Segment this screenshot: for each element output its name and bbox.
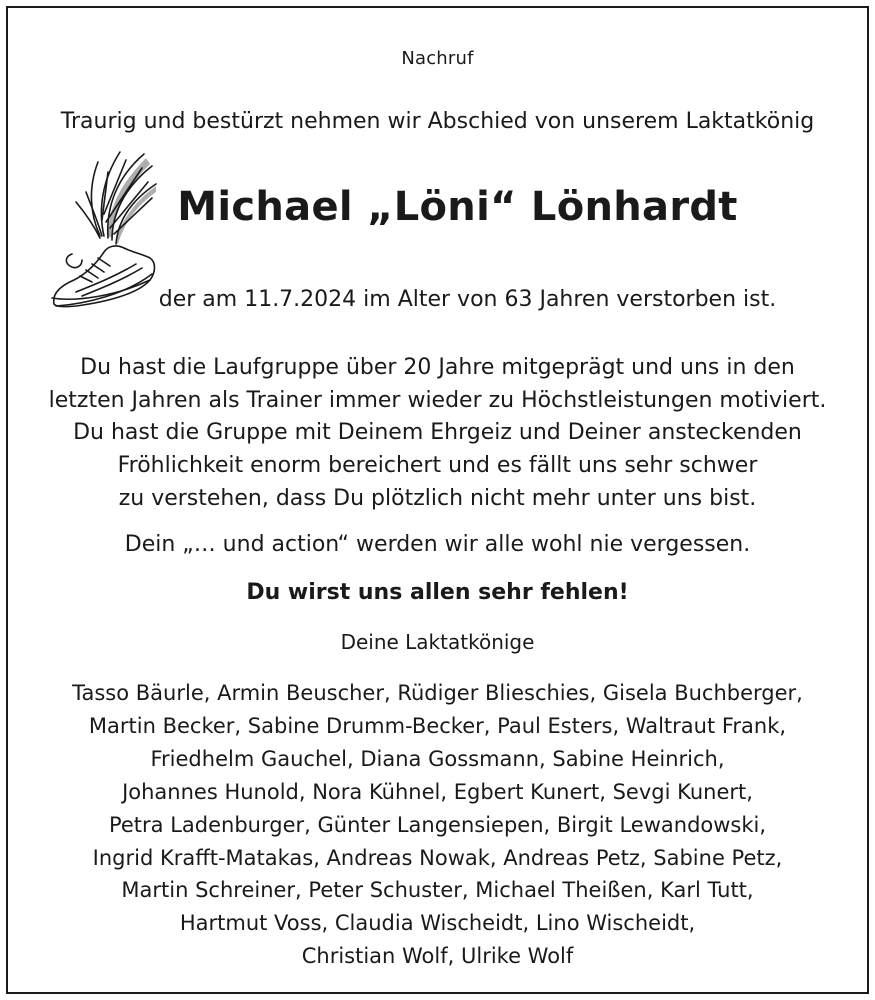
quote-line: Dein „… und action“ werden wir alle wohl nie vergessen. [124,532,751,557]
tribute-line: letzten Jahren als Trainer immer wieder zu Höchstleistungen motiviert. [48,387,827,413]
mourners-list [8,677,867,973]
notice-kicker: Nachruf [401,48,474,69]
tribute-line: Du hast die Laufgruppe über 20 Jahre mitgeprägt und uns in den [80,355,795,380]
mourners-line: Friedhelm Gauchel, Diana Gossmann, Sabine Heinrich, [150,746,725,771]
death-line: der am 11.7.2024 im Alter von 63 Jahren verstorben ist. [158,287,777,312]
mourners-line: Petra Ladenburger, Günter Langensiepen, Birgit Lewandowski, [108,812,767,837]
mourners-line: Christian Wolf, Ulrike Wolf [301,944,574,969]
mourners-line: Martin Becker, Sabine Drumm-Becker, Paul Esters, Waltraut Frank, [88,713,787,738]
tribute-line: zu verstehen, dass Du plötzlich nicht mehr unter uns bist. [118,485,757,511]
mourners-line: Tasso Bäurle, Armin Beuscher, Rüdiger Blieschies, Gisela Buchberger, [72,681,803,705]
mourners-line: Johannes Hunold, Nora Kühnel, Egbert Kunert, Sevgi Kunert, [122,779,753,804]
tribute-paragraph [8,352,867,516]
signature: Deine Laktatkönige [340,630,535,654]
tribute-line: Fröhlichkeit enorm bereichert und es fällt uns sehr schwer [117,453,758,479]
mourners-line: Martin Schreiner, Peter Schuster, Michael Theißen, Karl Tutt, [121,878,754,903]
tribute-line: Du hast die Gruppe mit Deinem Ehrgeiz und Deiner ansteckenden [73,420,802,446]
intro-line: Traurig und bestürzt nehmen wir Abschied von unserem Laktatkönig [60,109,815,134]
closing-line: Du wirst uns allen sehr fehlen! [246,580,629,605]
obituary-notice [6,6,869,994]
mourners-line: Ingrid Krafft-Matakas, Andreas Nowak, Andreas Petz, Sabine Petz, [92,845,783,870]
mourners-line: Hartmut Voss, Claudia Wischeidt, Lino Wischeidt, [179,911,696,936]
deceased-name: Michael „Löni“ Lönhardt [177,184,738,230]
